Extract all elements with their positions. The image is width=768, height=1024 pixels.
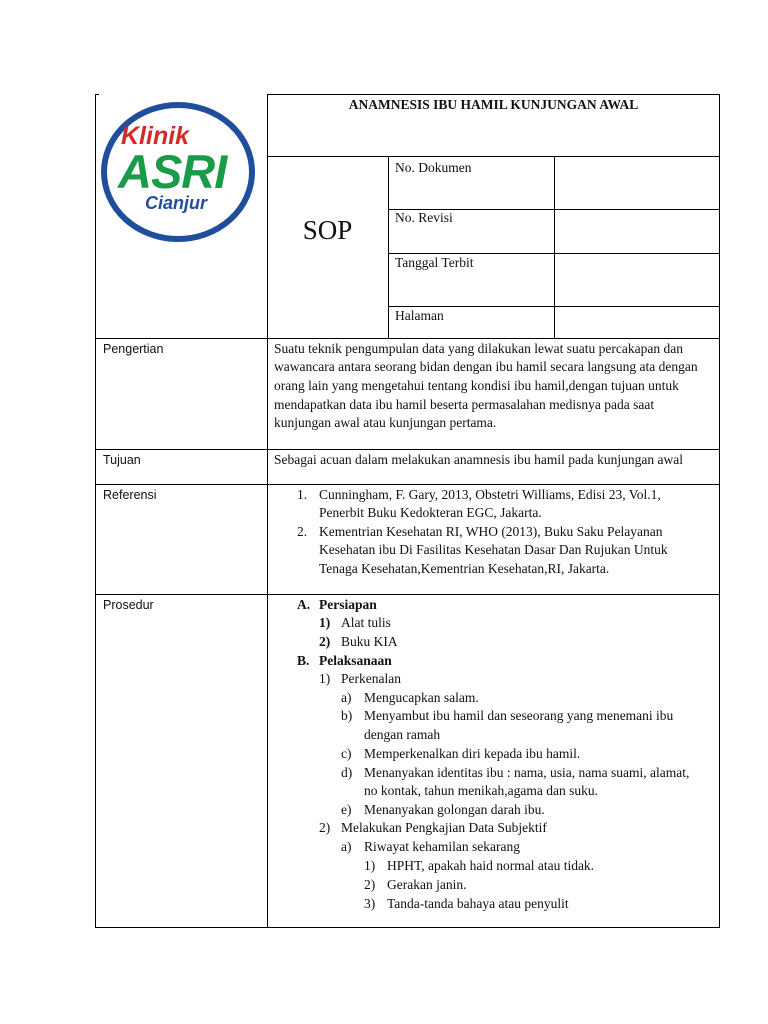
list-number: 2) xyxy=(364,877,376,892)
section-label-referensi: Referensi xyxy=(103,488,157,502)
sop-label: SOP xyxy=(302,215,353,245)
document-title: ANAMNESIS IBU HAMIL KUNJUNGAN AWAL xyxy=(348,97,639,112)
logo-text-asri: ASRI xyxy=(118,145,227,198)
paragraph-line: wawancara antara seorang bidan dengan ibu hamil secara langsung ata dengan xyxy=(274,359,698,374)
title-divider xyxy=(267,156,720,157)
section-divider xyxy=(95,484,720,485)
list-number: 1. xyxy=(297,487,308,502)
list-number: c) xyxy=(341,746,352,761)
list-number: d) xyxy=(341,765,353,780)
paragraph-line: mendapatkan data ibu hamil beserta permasalahan medisnya pada saat xyxy=(274,397,655,412)
list-item: Tanda-tanda bahaya atau penyulit xyxy=(387,896,569,911)
list-number: 2. xyxy=(297,524,308,539)
list-number: 2) xyxy=(319,820,331,835)
list-number: 1) xyxy=(319,615,331,630)
section-label-prosedur: Prosedur xyxy=(103,598,154,612)
list-item: Buku KIA xyxy=(341,634,398,649)
list-item: Memperkenalkan diri kepada ibu hamil. xyxy=(364,746,581,761)
list-item: Riwayat kehamilan sekarang xyxy=(364,839,520,854)
list-number: 3) xyxy=(364,896,376,911)
list-item: Gerakan janin. xyxy=(387,877,467,892)
reference-line: Kementrian Kesehatan RI, WHO (2013), Buku Saku Pelayanan xyxy=(319,524,663,539)
list-number: 1) xyxy=(319,671,331,686)
field-label-no-revisi: No. Revisi xyxy=(395,210,453,225)
border-bottom xyxy=(95,927,720,928)
list-item: Menyambut ibu hamil dan seseorang yang menemani ibu xyxy=(364,708,674,723)
list-number: b) xyxy=(341,708,353,723)
tujuan-text: Sebagai acuan dalam melakukan anamnesis ibu hamil pada kunjungan awal xyxy=(274,452,683,467)
border-right xyxy=(719,94,720,928)
field-label-no-dokumen: No. Dokumen xyxy=(395,160,472,175)
list-item: Melakukan Pengkajian Data Subjektif xyxy=(341,820,547,835)
reference-line: Tenaga Kesehatan,Kementrian Kesehatan,RI, Jakarta. xyxy=(319,561,610,576)
list-item: no kontak, tahun menikah,agama dan suku. xyxy=(364,783,598,798)
klinik-asri-logo xyxy=(99,100,257,244)
field-label-halaman: Halaman xyxy=(395,308,444,323)
paragraph-line: kunjungan awal atau kunjungan pertama. xyxy=(274,415,497,430)
reference-line: Penerbit Buku Kedokteran EGC, Jakarta. xyxy=(319,505,542,520)
sop-divider xyxy=(388,156,389,339)
list-item: Menanyakan identitas ibu : nama, usia, nama suami, alamat, xyxy=(364,765,690,780)
list-number: a) xyxy=(341,839,352,854)
section-label-pengertian: Pengertian xyxy=(103,342,164,356)
border-top xyxy=(267,94,720,95)
paragraph-line: Suatu teknik pengumpulan data yang dilakukan lewat suatu percakapan dan xyxy=(274,341,683,356)
list-marker: B. xyxy=(297,653,310,668)
list-item: dengan ramah xyxy=(364,727,441,742)
field-value-divider xyxy=(554,156,555,339)
reference-line: Kesehatan ibu Di Fasilitas Kesehatan Dasar Dan Rujukan Untuk xyxy=(319,542,668,557)
heading-persiapan: Persiapan xyxy=(319,597,377,612)
field-label-tanggal-terbit: Tanggal Terbit xyxy=(395,255,474,270)
list-number: a) xyxy=(341,690,352,705)
list-item: Alat tulis xyxy=(341,615,391,630)
list-number: 2) xyxy=(319,634,331,649)
list-item: Mengucapkan salam. xyxy=(364,690,479,705)
list-item: Perkenalan xyxy=(341,671,401,686)
border-top-stub xyxy=(95,94,99,95)
section-divider xyxy=(95,594,720,595)
list-number: e) xyxy=(341,802,352,817)
section-label-tujuan: Tujuan xyxy=(103,453,141,467)
section-divider xyxy=(95,338,720,339)
logo-text-cianjur: Cianjur xyxy=(145,193,208,213)
heading-pelaksanaan: Pelaksanaan xyxy=(319,653,392,668)
logo-text-klinik: Klinik xyxy=(121,122,190,150)
list-marker: A. xyxy=(297,597,311,612)
list-item: HPHT, apakah haid normal atau tidak. xyxy=(387,858,595,873)
reference-line: Cunningham, F. Gary, 2013, Obstetri Williams, Edisi 23, Vol.1, xyxy=(319,487,661,502)
border-left xyxy=(95,94,96,928)
list-item: Menanyakan golongan darah ibu. xyxy=(364,802,545,817)
section-divider xyxy=(95,449,720,450)
paragraph-line: orang lain yang mengetahui tentang kondisi ibu hamil,dengan tujuan untuk xyxy=(274,378,679,393)
list-number: 1) xyxy=(364,858,376,873)
